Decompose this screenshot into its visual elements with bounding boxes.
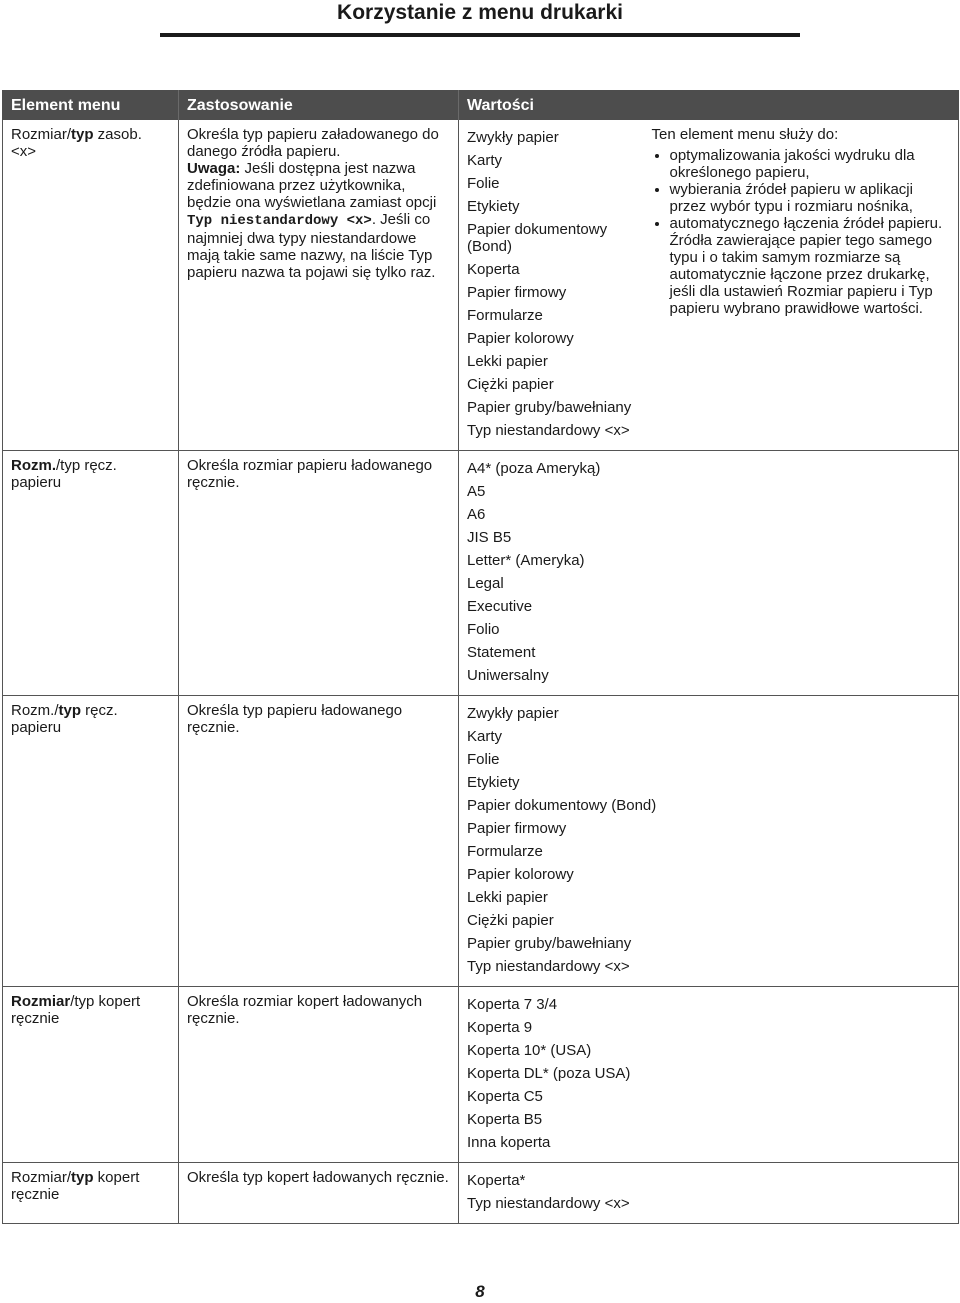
value-item: Zwykły papier <box>467 705 559 722</box>
value-item: Executive <box>467 598 533 615</box>
page-number: 8 <box>475 1282 485 1301</box>
value-item: Karty <box>467 728 503 745</box>
value-item: Papier firmowy <box>467 820 567 837</box>
menu-item-name-part: zasob. <x> <box>11 126 142 160</box>
column-header-values: Wartości <box>459 90 959 120</box>
usage-cell <box>179 696 459 987</box>
menu-item-name-part: /typ ręcz. papieru <box>11 457 117 491</box>
usage-text: Określa typ papieru załadowanego do danego źródła papieru. <box>187 126 439 160</box>
value-item: Papier kolorowy <box>467 866 574 883</box>
value-item: Papier gruby/bawełniany <box>467 935 632 952</box>
value-item: Ciężki papier <box>467 376 554 393</box>
value-item: Zwykły papier <box>467 129 559 146</box>
value-item: Koperta C5 <box>467 1088 543 1105</box>
value-item: Uniwersalny <box>467 667 549 684</box>
value-item: Koperta B5 <box>467 1111 543 1128</box>
values-cell <box>459 1163 959 1224</box>
value-item: Letter* (Ameryka) <box>467 552 585 569</box>
value-item: Papier kolorowy <box>467 330 574 347</box>
usage-cell <box>179 451 459 696</box>
value-item: Folie <box>467 751 500 768</box>
note-part: . Jeśli co najmniej dwa typy niestandardowe mają takie same nazwy, na liście Typ papieru nazwa ta pojawi się tylko raz. <box>187 211 436 281</box>
table-row <box>3 987 959 1163</box>
note-part: Jeśli dostępna jest nazwa zdefiniowana przez użytkownika, będzie ona wyświetlana zamiast opcji <box>187 160 437 211</box>
value-item: Koperta 7 3/4 <box>467 996 558 1013</box>
value-item: Typ niestandardowy <x> <box>467 422 630 439</box>
table-row <box>3 120 959 451</box>
menu-table <box>2 90 959 1224</box>
usage-text: Określa rozmiar papieru ładowanego ręcznie. <box>187 457 433 491</box>
values-cell <box>459 696 959 987</box>
value-item: Formularze <box>467 307 543 324</box>
menu-item-name-part: /typ kopert ręcznie <box>11 993 141 1027</box>
usage-text: Określa typ kopert ładowanych ręcznie. <box>187 1169 449 1186</box>
notes-item: • wybierania źródeł papieru w aplikacji przez wybór typu i rozmiaru nośnika, <box>670 181 951 215</box>
usage-cell <box>179 987 459 1163</box>
notes-list <box>652 147 951 317</box>
value-item: Lekki papier <box>467 353 548 370</box>
value-item: Koperta* <box>467 1172 526 1189</box>
table-header-row <box>3 90 959 120</box>
value-item: Typ niestandardowy <x> <box>467 958 630 975</box>
value-item: Papier dokumentowy (Bond) <box>467 221 608 255</box>
menu-item-name-bold: Rozmiar <box>11 993 71 1010</box>
usage-cell <box>179 120 459 451</box>
usage-text: Określa rozmiar kopert ładowanych ręcznie. <box>187 993 423 1027</box>
value-item: Typ niestandardowy <x> <box>467 1195 630 1212</box>
menu-item-name <box>3 120 179 451</box>
header-rule <box>160 33 800 37</box>
menu-item-name <box>3 1163 179 1224</box>
menu-item-name <box>3 987 179 1163</box>
value-item: Koperta 9 <box>467 1019 533 1036</box>
menu-item-name-part: kopert ręcznie <box>11 1169 140 1203</box>
usage-cell <box>179 1163 459 1224</box>
notes-intro: Ten element menu służy do: <box>651 126 839 143</box>
menu-item-name-part: ręcz. papieru <box>11 702 118 736</box>
menu-item-name-bold: typ <box>58 702 82 719</box>
menu-item-name-bold: Rozm. <box>11 457 56 474</box>
value-item: Etykiety <box>467 774 520 791</box>
values-cell <box>459 987 959 1163</box>
menu-item-name-part: Rozmiar/ <box>11 126 72 143</box>
table-row <box>3 451 959 696</box>
value-item: Koperta <box>467 261 520 278</box>
note-text <box>187 160 450 281</box>
notes-item: • automatycznego łączenia źródeł papieru. Źródła zawierające papier tego samego typu i o takim samym rozmiarze są automatycznie łączone przez drukarkę, jeśli dla ustawień Rozmiar papieru i Typ papieru wybrano prawidłowe wartości. <box>670 215 951 317</box>
menu-item-name-part: Rozm./ <box>11 702 59 719</box>
value-item: Lekki papier <box>467 889 548 906</box>
value-item: Koperta DL* (poza USA) <box>467 1065 631 1082</box>
menu-item-name-bold: typ <box>71 126 94 143</box>
value-item: A6 <box>467 506 486 523</box>
menu-item-name <box>3 696 179 987</box>
value-item: Papier gruby/bawełniany <box>467 399 632 416</box>
table-row <box>3 696 959 987</box>
menu-item-name-part: Rozmiar/ <box>11 1169 72 1186</box>
column-header-usage: Zastosowanie <box>179 90 459 120</box>
value-item: A5 <box>467 483 486 500</box>
column-header-element: Element menu <box>3 90 179 120</box>
value-item: Legal <box>467 575 504 592</box>
value-item: Koperta 10* (USA) <box>467 1042 592 1059</box>
table-row <box>3 1163 959 1224</box>
note-code: Typ niestandardowy <x> <box>187 213 372 229</box>
value-item: Ciężki papier <box>467 912 554 929</box>
value-item: Inna koperta <box>467 1134 551 1151</box>
value-item: Karty <box>467 152 503 169</box>
notes-item: • optymalizowania jakości wydruku dla określonego papieru, <box>670 147 951 181</box>
value-item: Folio <box>467 621 500 638</box>
values-cell <box>459 451 959 696</box>
value-item: Etykiety <box>467 198 520 215</box>
menu-item-name <box>3 451 179 696</box>
value-item: JIS B5 <box>467 529 512 546</box>
menu-item-name-bold: typ <box>71 1169 94 1186</box>
value-item: Folie <box>467 175 500 192</box>
value-item: Statement <box>467 644 536 661</box>
value-item: Papier dokumentowy (Bond) <box>467 797 657 814</box>
values-cell <box>459 120 644 451</box>
page-title: Korzystanie z menu drukarki <box>337 1 623 24</box>
note-label: Uwaga: <box>187 160 241 177</box>
notes-cell <box>644 120 959 451</box>
value-item: A4* (poza Ameryką) <box>467 460 601 477</box>
value-item: Formularze <box>467 843 543 860</box>
usage-text: Określa typ papieru ładowanego ręcznie. <box>187 702 403 736</box>
value-item: Papier firmowy <box>467 284 567 301</box>
